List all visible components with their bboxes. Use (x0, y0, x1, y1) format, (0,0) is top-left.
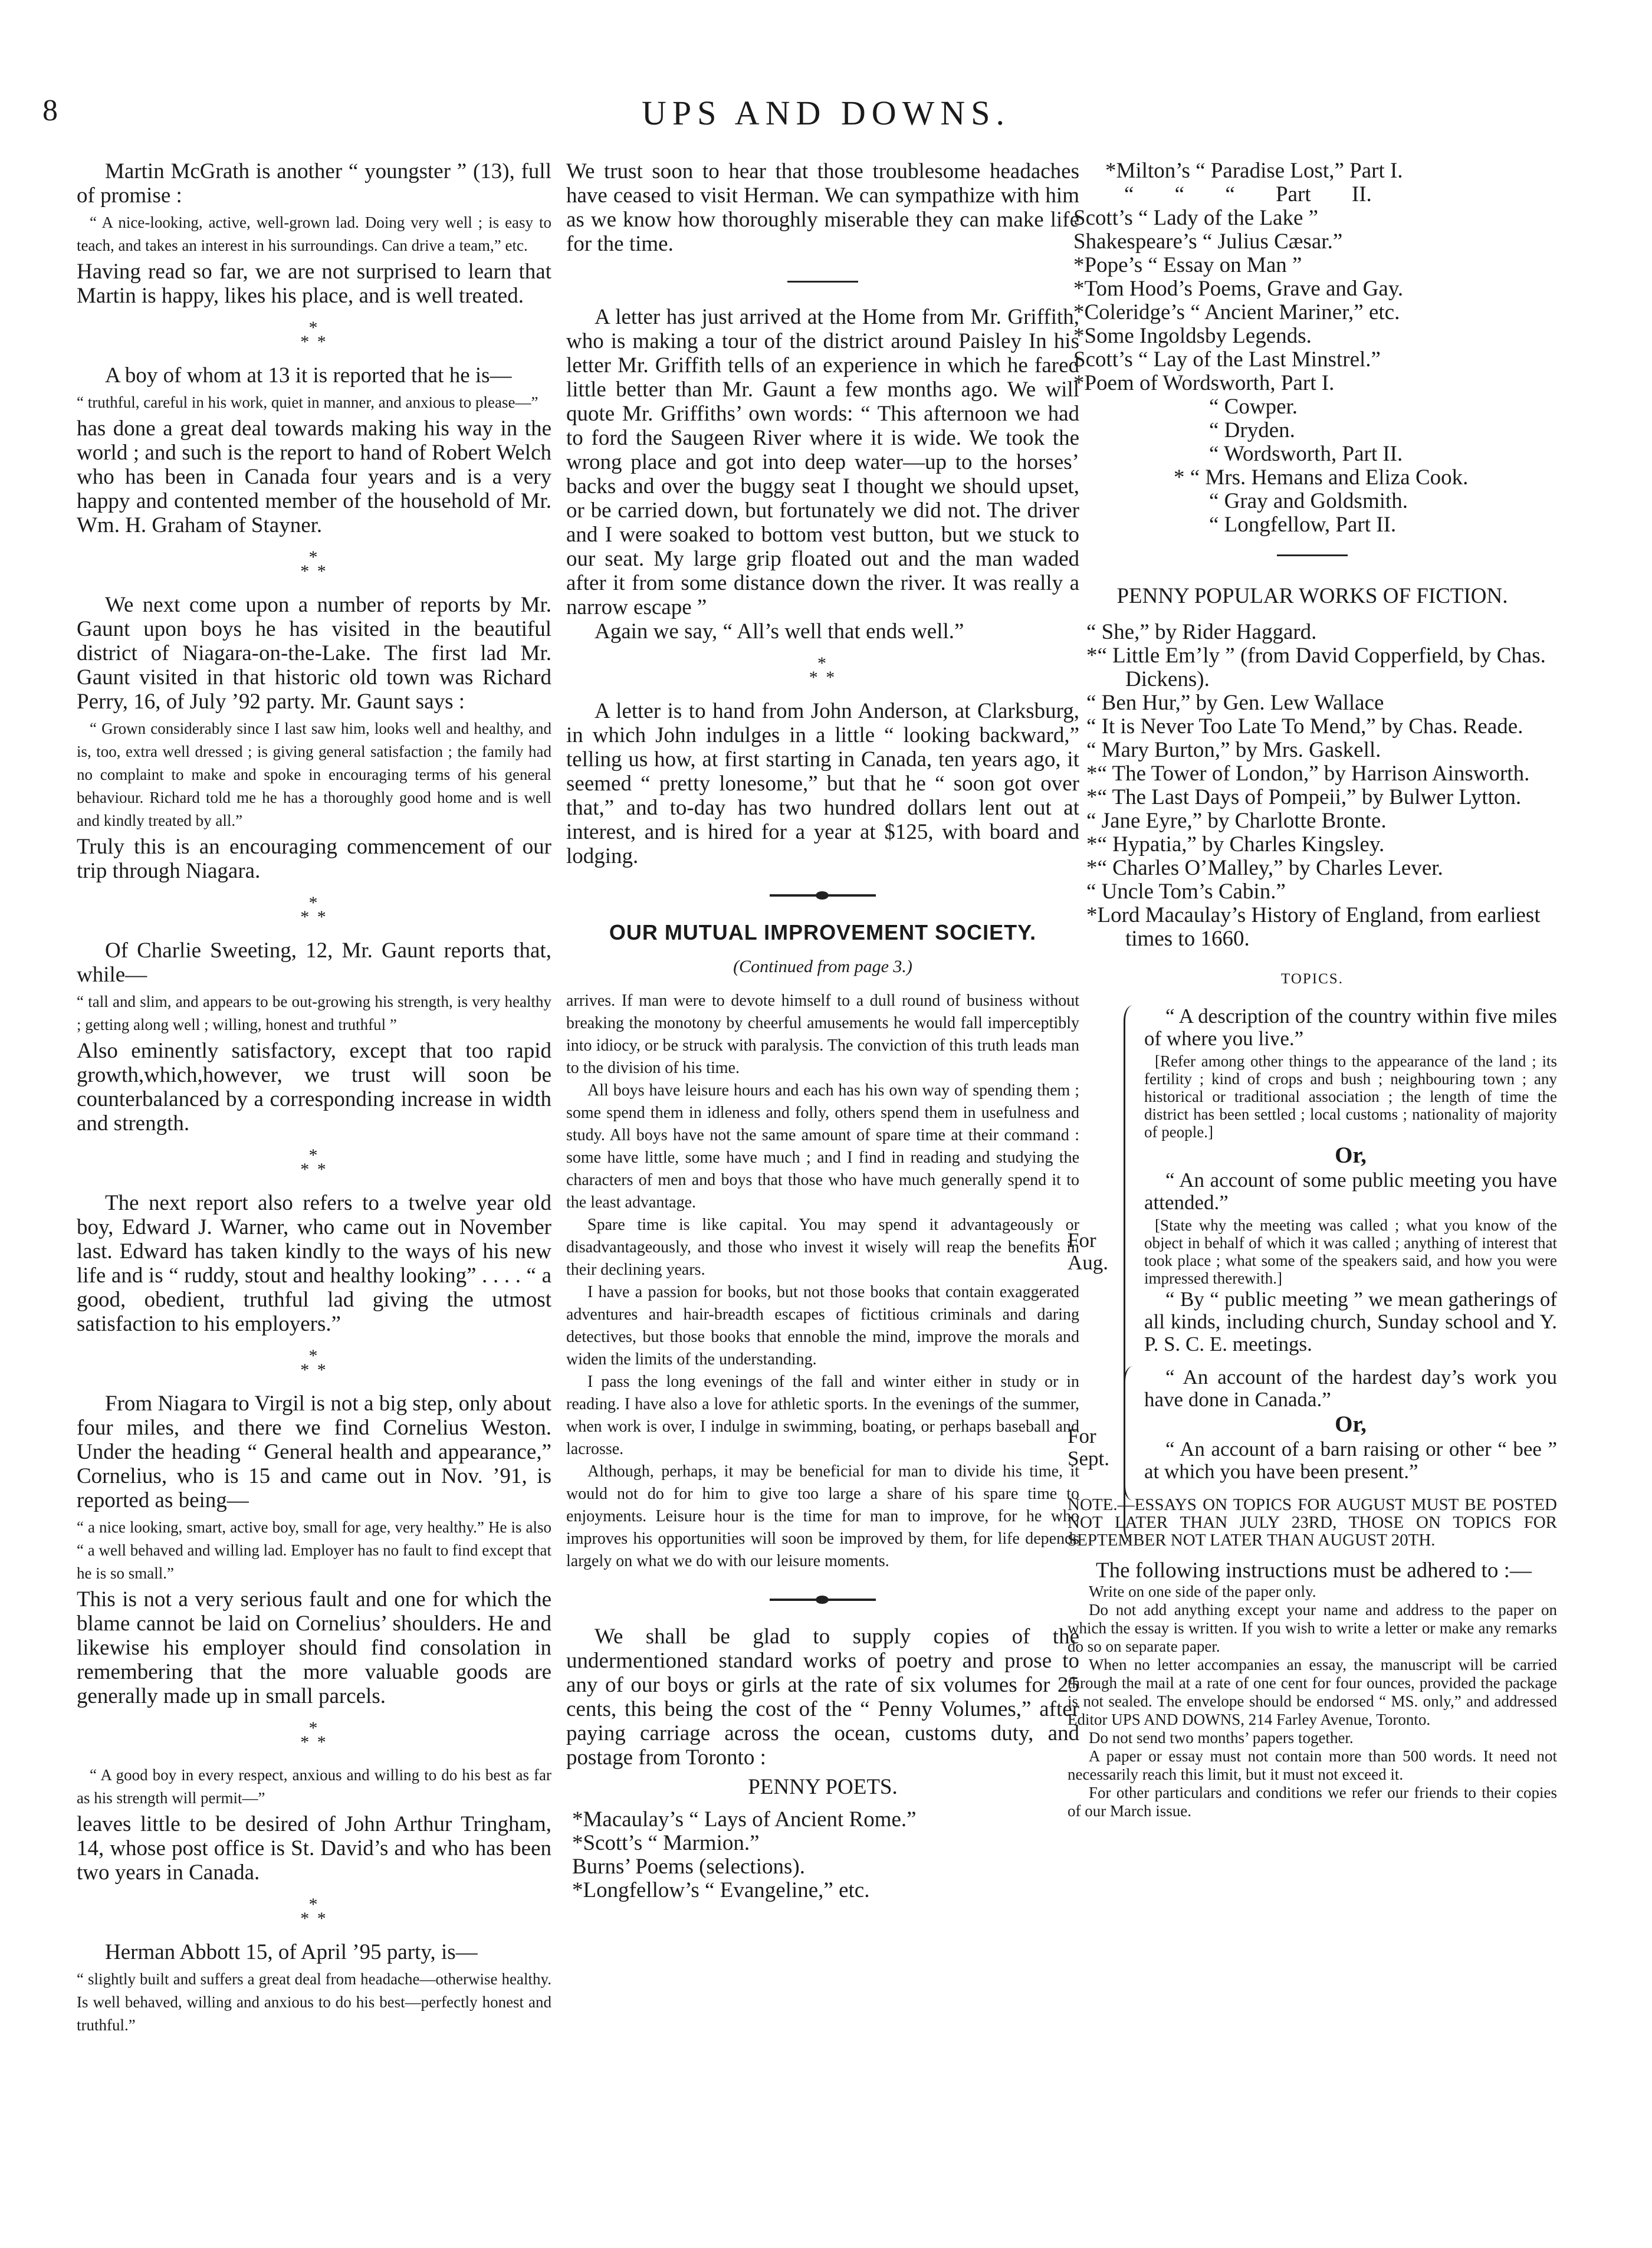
list-item: *Macaulay’s “ Lays of Ancient Rome.” (572, 1807, 917, 1832)
list-item: *Lord Macaulay’s History of England, from earliest times to 1660. (1086, 903, 1541, 951)
page-number: 8 (42, 94, 58, 127)
topics-september (1068, 1366, 1557, 1483)
asterism-divider: * * * (300, 1718, 328, 1752)
list-heading: PENNY POPULAR WORKS OF FICTION. (1116, 584, 1508, 608)
paragraph: Also eminently satisfactory, except that too rapid growth,which,however, we trust will soon be counterbalanced by a corresponding increase in width and strength. (77, 1039, 551, 1136)
paragraph: We trust soon to hear that those troublesome headaches have ceased to visit Herman. We can sympathize with him as we know how thoroughly miserable they can make life for the time. (566, 159, 1079, 256)
list-item: Shakespeare’s “ Julius Cæsar.” (1073, 229, 1343, 254)
list-item: *“ Charles O’Malley,” by Charles Lever. (1086, 856, 1443, 880)
list-item: “ Ben Hur,” by Gen. Lew Wallace (1086, 691, 1384, 715)
topics-heading: TOPICS. (1281, 971, 1344, 987)
list-item: “ She,” by Rider Haggard. (1086, 620, 1317, 644)
continued-note: (Continued from page 3.) (733, 957, 912, 976)
quote: “ slightly built and suffers a great deal from headache—otherwise healthy. Is well behaved, willing and anxious to do his best—perfectly honest and truthful.” (77, 1970, 551, 2034)
list-item: Burns’ Poems (selections). (572, 1855, 805, 1879)
quote: “ A good boy in every respect, anxious and willing to do his best as far as his strength will permit—” (77, 1766, 551, 1807)
list-item: “ Jane Eyre,” by Charlotte Bronte. (1086, 809, 1387, 833)
list-item: “ Cowper. (1209, 395, 1298, 419)
list-item: “ Wordsworth, Part II. (1209, 442, 1403, 466)
paragraph: Herman Abbott 15, of April ’95 party, is— (105, 1940, 478, 1964)
asterism-divider: * * * (300, 1346, 328, 1380)
paragraph: A boy of whom at 13 it is reported that he is— (105, 363, 512, 388)
paragraph: We shall be glad to supply copies of the undermentioned standard works of poetry and prose to any of our boys or girls at the rate of six volumes for 25 cents, this being the cost of the “ Penny Volumes,” after paying carriage across the ocean, customs duty, and postage from Toronto : (566, 1625, 1079, 1770)
paragraph: Martin McGrath is another “ youngster ” (13), full of promise : (77, 159, 551, 208)
quote: “ a nice looking, smart, active boy, small for age, very healthy.” He is also “ a well behaved and willing lad. Employer has no fault to find except that he is so small.” (77, 1518, 551, 1582)
instruction: Write on one side of the paper only. (1089, 1583, 1316, 1600)
list-item: *“ The Last Days of Pompeii,” by Bulwer Lytton. (1086, 785, 1522, 809)
asterism-divider: * * * (300, 318, 328, 352)
fiction-list (1068, 621, 1557, 951)
topic-text: “ An account of a barn raising or other “ bee ” at which you have been present.” (1144, 1438, 1557, 1483)
topic-note: [State why the meeting was called ; what you know of the object in behalf of which it was called ; anything of interest that took place ; what some of the speakers said, and how you were impressed therewith.] (1144, 1216, 1557, 1287)
asterism-divider: * * * (300, 547, 328, 581)
list-heading: PENNY POETS. (748, 1775, 898, 1799)
poets-list-continued (1068, 159, 1557, 537)
instruction: A paper or essay must not contain more than 500 words. It need not necessarily reach this limit, but it must not exceed it. (1068, 1747, 1557, 1783)
topic-text: “ An account of the hardest day’s work you have done in Canada.” (1144, 1366, 1557, 1411)
list-item: *“ Hypatia,” by Charles Kingsley. (1086, 832, 1385, 856)
quote: “ tall and slim, and appears to be out-growing his strength, is very healthy ; getting along well ; willing, honest and truthful ” (77, 993, 551, 1033)
column-left (77, 159, 551, 2039)
list-item: *Tom Hood’s Poems, Grave and Gay. (1073, 277, 1404, 301)
paragraph: The following instructions must be adhered to :— (1096, 1558, 1532, 1583)
topic-text: “ An account of some public meeting you have attended.” (1144, 1169, 1557, 1214)
paragraph: Truly this is an encouraging commencement of our trip through Niagara. (77, 835, 551, 883)
section-divider (1277, 554, 1348, 556)
month-label: For Sept. (1068, 1425, 1109, 1470)
paragraph: Again we say, “ All’s well that ends well.” (595, 619, 964, 644)
list-item: Scott’s “ Lay of the Last Minstrel.” (1073, 347, 1381, 372)
paragraph: has done a great deal towards making his way in the world ; and such is the report to hand of Robert Welch who has been in Canada four years and is a very happy and contented member of the household of Mr. Wm. H. Graham of Stayner. (77, 416, 551, 537)
paragraph: A letter is to hand from John Anderson, at Clarksburg, in which John indulges in a little “ looking backward,” telling us how, at first starting in Canada, ten years ago, it seemed “ pretty lonesome,” but that he “ soon got over that,” and to-day has two hundred dollars lent out at interest, and is hired for a year at $125, with board and lodging. (566, 699, 1079, 868)
instruction: Do not add anything except your name and address to the paper on which the essay is written. If you wish to write a letter or make any remarks do so on separate paper. (1068, 1601, 1557, 1655)
list-item: “ Uncle Tom’s Cabin.” (1086, 879, 1286, 904)
quote: “ Grown considerably since I last saw him, looks well and healthy, and is, too, extra well dressed ; is giving general satisfaction ; the family had no complaint to make and spoke in encouraging terms of his general behaviour. Richard told me he has a thoroughly good home and is well and kindly treated by all.” (77, 720, 551, 829)
topics-august (1068, 1005, 1557, 1356)
brace-left (1124, 1366, 1135, 1543)
column-middle (566, 159, 1079, 1902)
instruction: Do not send two months’ papers together. (1089, 1729, 1354, 1747)
list-item: “ Dryden. (1209, 418, 1295, 442)
quote: “ truthful, careful in his work, quiet in manner, and anxious to please—” (77, 393, 538, 411)
essay-paragraph: Spare time is like capital. You may spend it advantageously or disadvantageously, and those who invest it wisely will reap the benefits in their declining years. (566, 1216, 1079, 1279)
topic-note: [Refer among other things to the appearance of the land ; its fertility ; kind of crops and bush ; neighbouring town ; any historical or traditional association ; the length of time the district has been settled ; local customs ; nationality of majority of people.] (1144, 1052, 1557, 1141)
asterism-divider: * * * (300, 1146, 328, 1179)
list-item: “ Longfellow, Part II. (1209, 513, 1397, 537)
or-separator: Or, (1335, 1143, 1367, 1168)
list-item: “ “ “ Part II. (1124, 182, 1372, 206)
essay-paragraph: arrives. If man were to devote himself to a dull round of business without breaking the monotony by cheerful amusements he would fall imperceptibly into idiocy, or be struck with paralysis. The conviction of this truth leads man to the division of his time. (566, 992, 1079, 1077)
month-label: For Aug. (1068, 1229, 1109, 1274)
list-item: “ Mary Burton,” by Mrs. Gaskell. (1086, 738, 1381, 762)
instruction: When no letter accompanies an essay, the manuscript will be carried through the mail at a rate of one cent for four ounces, provided the package is not sealed. The envelope should be endorsed “ MS. only,” and addressed Editor UPS AND DOWNS, 214 Farley Avenue, Toronto. (1068, 1656, 1557, 1728)
section-divider (787, 281, 858, 283)
asterism-divider: * * * (300, 893, 328, 927)
page-title: UPS AND DOWNS. (641, 94, 1010, 132)
paragraph: Having read so far, we are not surprised to learn that Martin is happy, likes his place, and is well treated. (77, 260, 551, 308)
paragraph: A letter has just arrived at the Home from Mr. Griffith, who is making a tour of the district around Paisley In his letter Mr. Griffith tells of an experience in which he fared little better than Mr. Gaunt a few months ago. We will quote Mr. Griffiths’ own words: “ This afternoon we had to ford the Saugeen River where it is wide. We took the wrong place and got into deep water—up to the horses’ backs and over the buggy seat I thought we should upset, or be carried down, but fortunately we did not. The driver and I were soaked to bottom vest button, but we stuck to our seat. My large grip floated out and the man waded after it from some distance down the river. It was really a narrow escape ” (566, 305, 1079, 619)
instruction: For other particulars and conditions we refer our friends to their copies of our March issue. (1068, 1784, 1557, 1820)
section-heading: OUR MUTUAL IMPROVEMENT SOCIETY. (609, 920, 1037, 944)
list-item: *Scott’s “ Marmion.” (572, 1831, 760, 1855)
ornament-divider (770, 1599, 876, 1601)
column-right (1068, 159, 1557, 1820)
essay-paragraph: Although, perhaps, it may be beneficial for man to divide his time, it would not do for him to give too large a share of his spare time to enjoyments. Leisure hour is the time for man to improve, for he who improves his opportunities will soon be improved by them, for life depends largely on what we do with our leisure moments. (566, 1462, 1079, 1570)
paragraph: We next come upon a number of reports by Mr. Gaunt upon boys he has visited in the beautiful district of Niagara-on-the-Lake. The first lad Mr. Gaunt visited in that historic old town was Richard Perry, 16, of July ’92 party. Mr. Gaunt says : (77, 593, 551, 714)
list-item: *Some Ingoldsby Legends. (1073, 324, 1312, 348)
paragraph: Of Charlie Sweeting, 12, Mr. Gaunt reports that, while— (77, 938, 551, 987)
asterism-divider: * * * (300, 1895, 328, 1928)
list-item: *“ Little Em’ly ” (from David Copperfield, by Chas. Dickens). (1086, 644, 1546, 691)
essay-paragraph: I pass the long evenings of the fall and winter either in study or in reading. I have also a love for athletic sports. In the evenings of the summer, when work is over, I indulge in swimming, boating, or perhaps baseball and lacrosse. (566, 1373, 1079, 1458)
list-item: *Longfellow’s “ Evangeline,” etc. (572, 1878, 870, 1902)
essay-paragraph: I have a passion for books, but not those books that contain exaggerated adventures and hair-breadth escapes of fictitious criminals and daring detectives, but those books that ennoble the mind, improve the morals and widen the limits of the understanding. (566, 1283, 1079, 1369)
or-separator: Or, (1335, 1412, 1367, 1437)
ornament-divider (770, 894, 876, 897)
list-item: Scott’s “ Lady of the Lake ” (1073, 206, 1319, 230)
paragraph: From Niagara to Virgil is not a big step, only about four miles, and there we find Cornelius Weston. Under the heading “ General health and appearance,” Cornelius, who is 15 and came out in Nov. ’91, is reported as being— (77, 1392, 551, 1512)
list-item: “ It is Never Too Late To Mend,” by Chas. Reade. (1086, 714, 1523, 739)
essay-paragraph: All boys have leisure hours and each has his own way of spending them ; some spend them in idleness and folly, others spend them in usefulness and study. All boys have not the same amount of spare time at their command : some have little, some have much ; and I find in reading and studying the characters of men and boys that those who have much generally spend it to the least advantage. (566, 1081, 1079, 1212)
paragraph: This is not a very serious fault and one for which the blame cannot be laid on Cornelius’ shoulders. He and likewise his employer should find consolation in remembering that the more valuable goods are generally made up in small parcels. (77, 1587, 551, 1708)
poets-list (566, 1808, 1079, 1902)
topic-text: “ By “ public meeting ” we mean gatherings of all kinds, including church, Sunday school and Y. P. S. C. E. meetings. (1144, 1288, 1557, 1356)
topic-text: “ A description of the country within five miles of where you live.” (1144, 1005, 1557, 1050)
list-item: *Poem of Wordsworth, Part I. (1073, 371, 1335, 395)
list-item: *Pope’s “ Essay on Man ” (1073, 253, 1302, 277)
list-item: *Coleridge’s “ Ancient Mariner,” etc. (1073, 300, 1400, 324)
list-item: *“ The Tower of London,” by Harrison Ainsworth. (1086, 762, 1530, 786)
paragraph: The next report also refers to a twelve year old boy, Edward J. Warner, who came out in November last. Edward has taken kindly to the ways of his new life and is “ ruddy, stout and healthy looking” . . . . “ a good, obedient, truthful lad giving the utmost satisfaction to his employers.” (77, 1191, 551, 1336)
deadline-note: NOTE.—ESSAYS ON TOPICS FOR AUGUST MUST BE POSTED NOT LATER THAN JULY 23RD, THOSE ON TOPICS FOR SEPTEMBER NOT LATER THAN AUGUST 20TH. (1068, 1495, 1557, 1550)
asterism-divider: * * * (809, 654, 837, 687)
list-item: “ Gray and Goldsmith. (1209, 489, 1408, 513)
quote: “ A nice-looking, active, well-grown lad. Doing very well ; is easy to teach, and takes an interest in his surroundings. Can drive a team,” etc. (77, 214, 551, 254)
list-item: *Milton’s “ Paradise Lost,” Part I. (1105, 159, 1403, 183)
paragraph: leaves little to be desired of John Arthur Tringham, 14, whose post office is St. David’s and who has been two years in Canada. (77, 1812, 551, 1885)
list-item: * “ Mrs. Hemans and Eliza Cook. (1174, 465, 1469, 490)
